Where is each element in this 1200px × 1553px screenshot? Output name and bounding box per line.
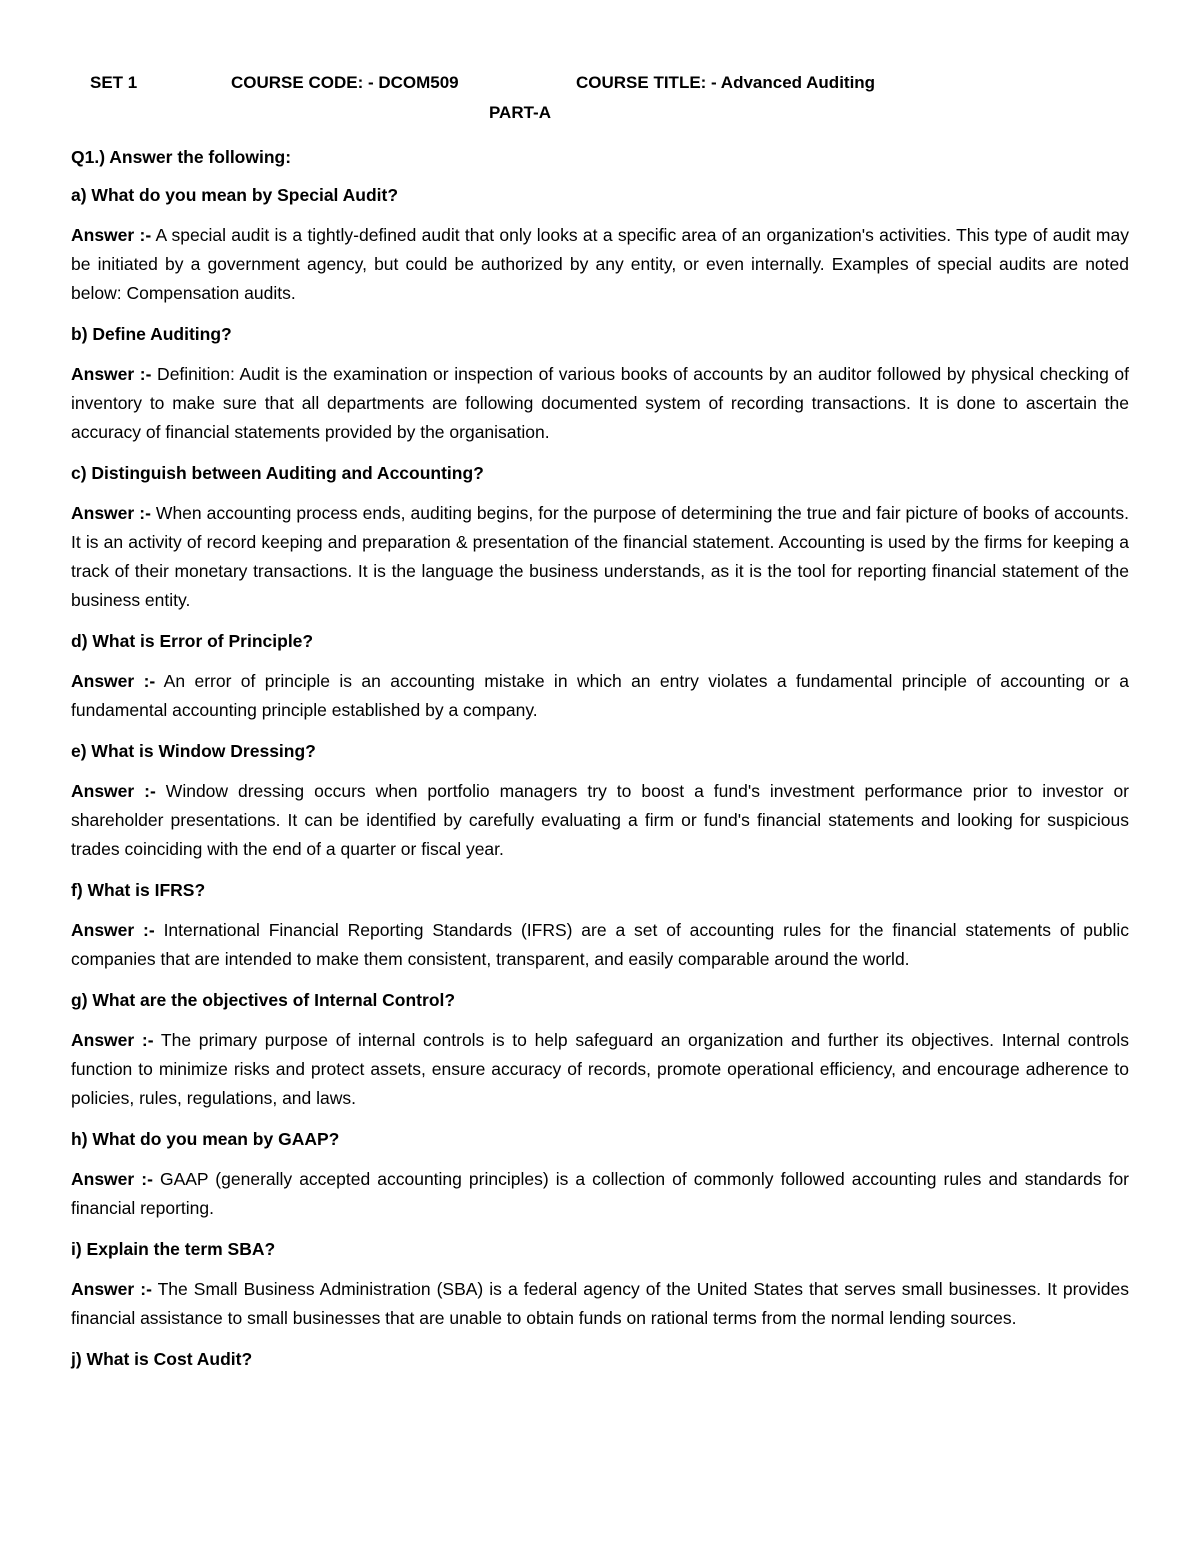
qa-item	[71, 1237, 1129, 1333]
answer	[71, 667, 1129, 725]
answer-label: Answer :-	[71, 920, 155, 940]
qa-item	[71, 1127, 1129, 1223]
answer-text: The Small Business Administration (SBA) is a federal agency of the United States that serves small businesses. It provides financial assistance to small businesses that are unable to obtain funds on rational terms from the normal lending sources.	[71, 1279, 1129, 1328]
question: e) What is Window Dressing?	[71, 741, 316, 761]
question: j) What is Cost Audit?	[71, 1349, 253, 1369]
question: h) What do you mean by GAAP?	[71, 1129, 340, 1149]
answer	[71, 499, 1129, 615]
qa-item	[71, 183, 1129, 308]
section-heading: Q1.) Answer the following:	[71, 147, 292, 167]
answer	[71, 1026, 1129, 1113]
course-title: COURSE TITLE: - Advanced Auditing	[576, 73, 876, 92]
answer-label: Answer :-	[71, 1279, 152, 1299]
answer-label: Answer :-	[71, 503, 151, 523]
document-body	[71, 145, 1129, 1385]
question: d) What is Error of Principle?	[71, 631, 314, 651]
answer-text: A special audit is a tightly-defined audit that only looks at a specific area of an organization's activities. This type of audit may be initiated by a government agency, but could be authorized by any entity, or even internally. Examples of special audits are noted below: Compensation audits.	[71, 225, 1129, 303]
answer-text: Window dressing occurs when portfolio managers try to boost a fund's investment performance prior to investor or shareholder presentations. It can be identified by carefully evaluating a firm or fund's financial statements and looking for suspicious trades coinciding with the end of a quarter or fiscal year.	[71, 781, 1130, 859]
answer-label: Answer :-	[71, 364, 152, 384]
set-label: SET 1	[90, 73, 138, 92]
answer-label: Answer :-	[71, 1030, 154, 1050]
answer	[71, 1165, 1129, 1223]
answer-label: Answer :-	[71, 671, 156, 691]
document-header	[0, 73, 1200, 97]
answer	[71, 777, 1129, 864]
answer	[71, 360, 1129, 447]
question: i) Explain the term SBA?	[71, 1239, 276, 1259]
qa-item	[71, 988, 1129, 1113]
answer-text: Definition: Audit is the examination or inspection of various books of accounts by an auditor followed by physical checking of inventory to make sure that all departments are following documented system of recording transactions. It is done to ascertain the accuracy of financial statements provided by the organisation.	[71, 364, 1130, 442]
answer-text: GAAP (generally accepted accounting principles) is a collection of commonly followed accounting rules and standards for financial reporting.	[71, 1169, 1130, 1218]
course-code: COURSE CODE: - DCOM509	[231, 73, 459, 92]
qa-item	[71, 739, 1129, 864]
answer	[71, 1275, 1129, 1333]
answer-label: Answer :-	[71, 225, 152, 245]
answer	[71, 916, 1129, 974]
answer-text: When accounting process ends, auditing begins, for the purpose of determining the true and fair picture of books of accounts. It is an activity of record keeping and preparation & presentation of the financial statement. Accounting is used by the firms for keeping a track of their monetary transactions. It is the language the business understands, as it is the tool for reporting financial statement of the business entity.	[71, 503, 1129, 610]
answer-text: The primary purpose of internal controls is to help safeguard an organization and further its objectives. Internal controls function to minimize risks and protect assets, ensure accuracy of records, promote operational efficiency, and encourage adherence to policies, rules, regulations, and laws.	[71, 1030, 1130, 1108]
answer	[71, 221, 1129, 308]
qa-item	[71, 322, 1129, 447]
question: g) What are the objectives of Internal Control?	[71, 990, 456, 1010]
question: c) Distinguish between Auditing and Accounting?	[71, 463, 484, 483]
answer-text: International Financial Reporting Standards (IFRS) are a set of accounting rules for the financial statements of public companies that are intended to make them consistent, transparent, and easily comparable around the world.	[71, 920, 1129, 969]
question: a) What do you mean by Special Audit?	[71, 185, 399, 205]
question: b) Define Auditing?	[71, 324, 232, 344]
answer-label: Answer :-	[71, 781, 156, 801]
qa-item	[71, 1347, 1129, 1371]
part-heading: PART-A	[488, 103, 551, 122]
qa-item	[71, 878, 1129, 974]
question: f) What is IFRS?	[71, 880, 206, 900]
answer-label: Answer :-	[71, 1169, 153, 1189]
qa-item	[71, 461, 1129, 615]
answer-text: An error of principle is an accounting mistake in which an entry violates a fundamental principle of accounting or a fundamental accounting principle established by a company.	[71, 671, 1130, 720]
qa-item	[71, 629, 1129, 725]
